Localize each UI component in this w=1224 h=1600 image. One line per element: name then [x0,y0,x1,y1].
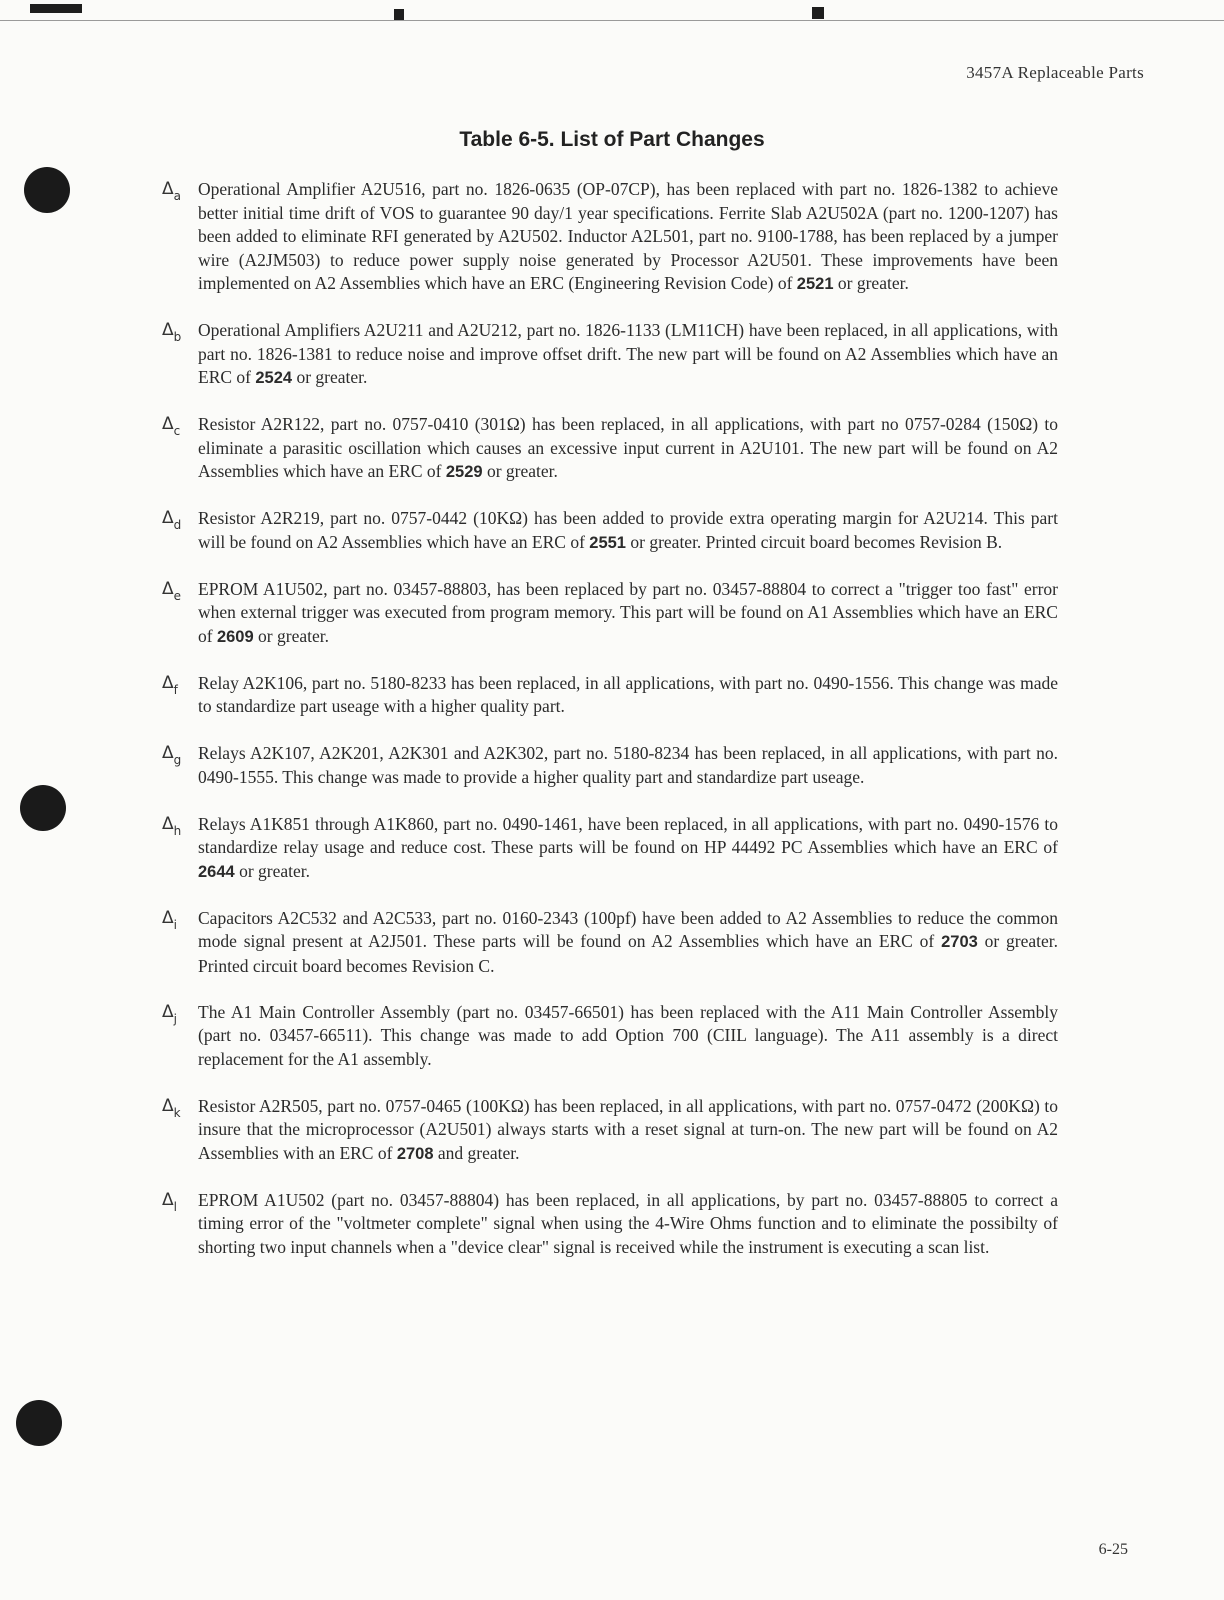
erc-number: 2521 [796,275,834,293]
binder-hole-top [24,167,70,213]
change-text: Resistor A2R505, part no. 0757-0465 (100KΩ) has been replaced, in all applications, with part no. 0757-0472 (200KΩ) to insure that the microprocessor (A2U501) always starts with a reset signal at turn-on. The new part will be found on A2 Assemblies with an ERC of [198,1095,1058,1163]
change-text: Relays A2K107, A2K201, A2K301 and A2K302, part no. 5180-8234 has been replaced, in all applications, with part no. 0490-1555. This change was made to provide a higher quality part and standardize part useage. [198,743,1058,787]
change-suffix: and greater. [437,1142,520,1163]
delta-marker: $\Delta_e$ [162,578,182,603]
change-suffix: or greater. [296,367,368,387]
delta-marker: $\Delta_j$ [162,1001,177,1026]
change-suffix: or greater. Printed circuit board becomes Revision B. [630,531,1003,552]
top-page-edge [0,0,1224,21]
change-entry [162,672,1058,720]
binder-hole-middle [20,785,66,831]
change-entry [162,907,1058,979]
change-entry [162,578,1058,650]
delta-marker: $\Delta_c$ [162,414,181,439]
top-right-mark [812,7,824,19]
erc-number: 2644 [198,862,235,881]
delta-marker: $\Delta_b$ [162,320,182,345]
change-entry [162,1189,1058,1261]
change-suffix: or greater. [239,860,311,881]
delta-marker: $\Delta_d$ [162,508,182,533]
delta-marker: $\Delta_g$ [162,743,182,768]
change-text: Resistor A2R219, part no. 0757-0442 (10KΩ) has been added to provide extra operating margin for A2U214. This part will be found on A2 Assemblies which have an ERC of [198,508,1058,552]
top-left-mark [30,4,82,13]
erc-number: 2529 [445,463,483,481]
delta-marker: $\Delta_i$ [162,907,177,932]
change-suffix: or greater. Printed circuit board becomes Revision C. [198,931,1059,976]
change-entry [162,507,1058,555]
change-text: EPROM A1U502, part no. 03457-88803, has been replaced by part no. 03457-88804 to correct a "trigger too fast" error when external trigger was executed from program memory. This part will be found on A1 Assemblies which have an ERC of [198,578,1058,646]
top-center-mark [394,9,404,20]
running-head: 3457A Replaceable Parts [966,63,1144,82]
change-entry [162,319,1058,391]
binder-hole-bottom [16,1400,62,1446]
change-text: Operational Amplifiers A2U211 and A2U212, part no. 1826-1133 (LM11CH) have been replaced, in all applications, with part no. 1826-1381 to reduce noise and improve offset drift. The new part will be found on A2 Assemblies which have an ERC of [198,320,1058,387]
change-entry [162,413,1058,485]
part-changes-list [162,178,1058,1283]
delta-marker: $\Delta_a$ [162,179,181,204]
table-title: Table 6-5. List of Part Changes [459,128,765,151]
erc-number: 2708 [396,1144,434,1163]
delta-marker: $\Delta_k$ [162,1095,181,1120]
change-suffix: or greater. [486,461,558,481]
change-entry [162,1095,1058,1167]
erc-number: 2524 [255,369,293,387]
change-suffix: or greater. [258,625,329,646]
delta-marker: $\Delta_f$ [162,672,178,697]
delta-marker: $\Delta_h$ [162,813,182,838]
change-text: EPROM A1U502 (part no. 03457-88804) has been replaced, in all applications, by part no. 03457-88805 to correct a timing error of the "voltmeter complete" signal when using the 4-Wire Ohms function and to eliminate the possibilty of shorting two input channels when a "device clear" signal is received while the instrument is executing a scan list. [198,1189,1058,1257]
delta-marker: $\Delta_l$ [162,1189,177,1214]
change-entry [162,813,1058,885]
change-text: Relays A1K851 through A1K860, part no. 0490-1461, have been replaced, in all applications, with part no. 0490-1576 to standardize relay usage and reduce cost. These parts will be found on HP 44492 PC Assemblies which have an ERC of [198,813,1058,857]
erc-number: 2703 [941,933,978,951]
change-text: Resistor A2R122, part no. 0757-0410 (301Ω) has been replaced, in all applications, with part no 0757-0284 (150Ω) to eliminate a parasitic oscillation which causes an excessive input current in A2U101. The new part will be found on A2 Assemblies which have an ERC of [198,414,1058,481]
change-text: Capacitors A2C532 and A2C533, part no. 0160-2343 (100pf) have been added to A2 Assemblies to reduce the common mode signal present at A2J501. These parts will be found on A2 Assemblies which have an ERC of [198,907,1058,951]
erc-number: 2551 [589,533,626,552]
change-text: Operational Amplifier A2U516, part no. 1826-0635 (OP-07CP), has been replaced with part no. 1826-1382 to achieve better initial time drift of VOS to guarantee 90 day/1 year specifications. Ferrite Slab A2U502A (part no. 1200-1207) has been added to eliminate RFI generated by A2U502. Inductor A2L501, part no. 9100-1788, has been replaced by a jumper wire (A2JM503) to reduce power supply noise generated by Processor A2U501. These improvements have been implemented on A2 Assemblies which have an ERC (Engineering Revision Code) of [198,179,1058,293]
change-entry [162,178,1058,297]
change-entry [162,1001,1058,1073]
change-entry [162,742,1058,790]
change-text: The A1 Main Controller Assembly (part no. 03457-66501) has been replaced with the A11 Main Controller Assembly (part no. 03457-66511). This change was made to add Option 700 (CIIL language). The A11 assembly is a direct replacement for the A1 assembly. [198,1001,1058,1069]
change-text: Relay A2K106, part no. 5180-8233 has been replaced, in all applications, with part no. 0490-1556. This change was made to standardize part useage with a higher quality part. [198,672,1058,716]
change-suffix: or greater. [837,273,909,293]
erc-number: 2609 [216,627,254,646]
page-number: 6-25 [1098,1541,1128,1558]
